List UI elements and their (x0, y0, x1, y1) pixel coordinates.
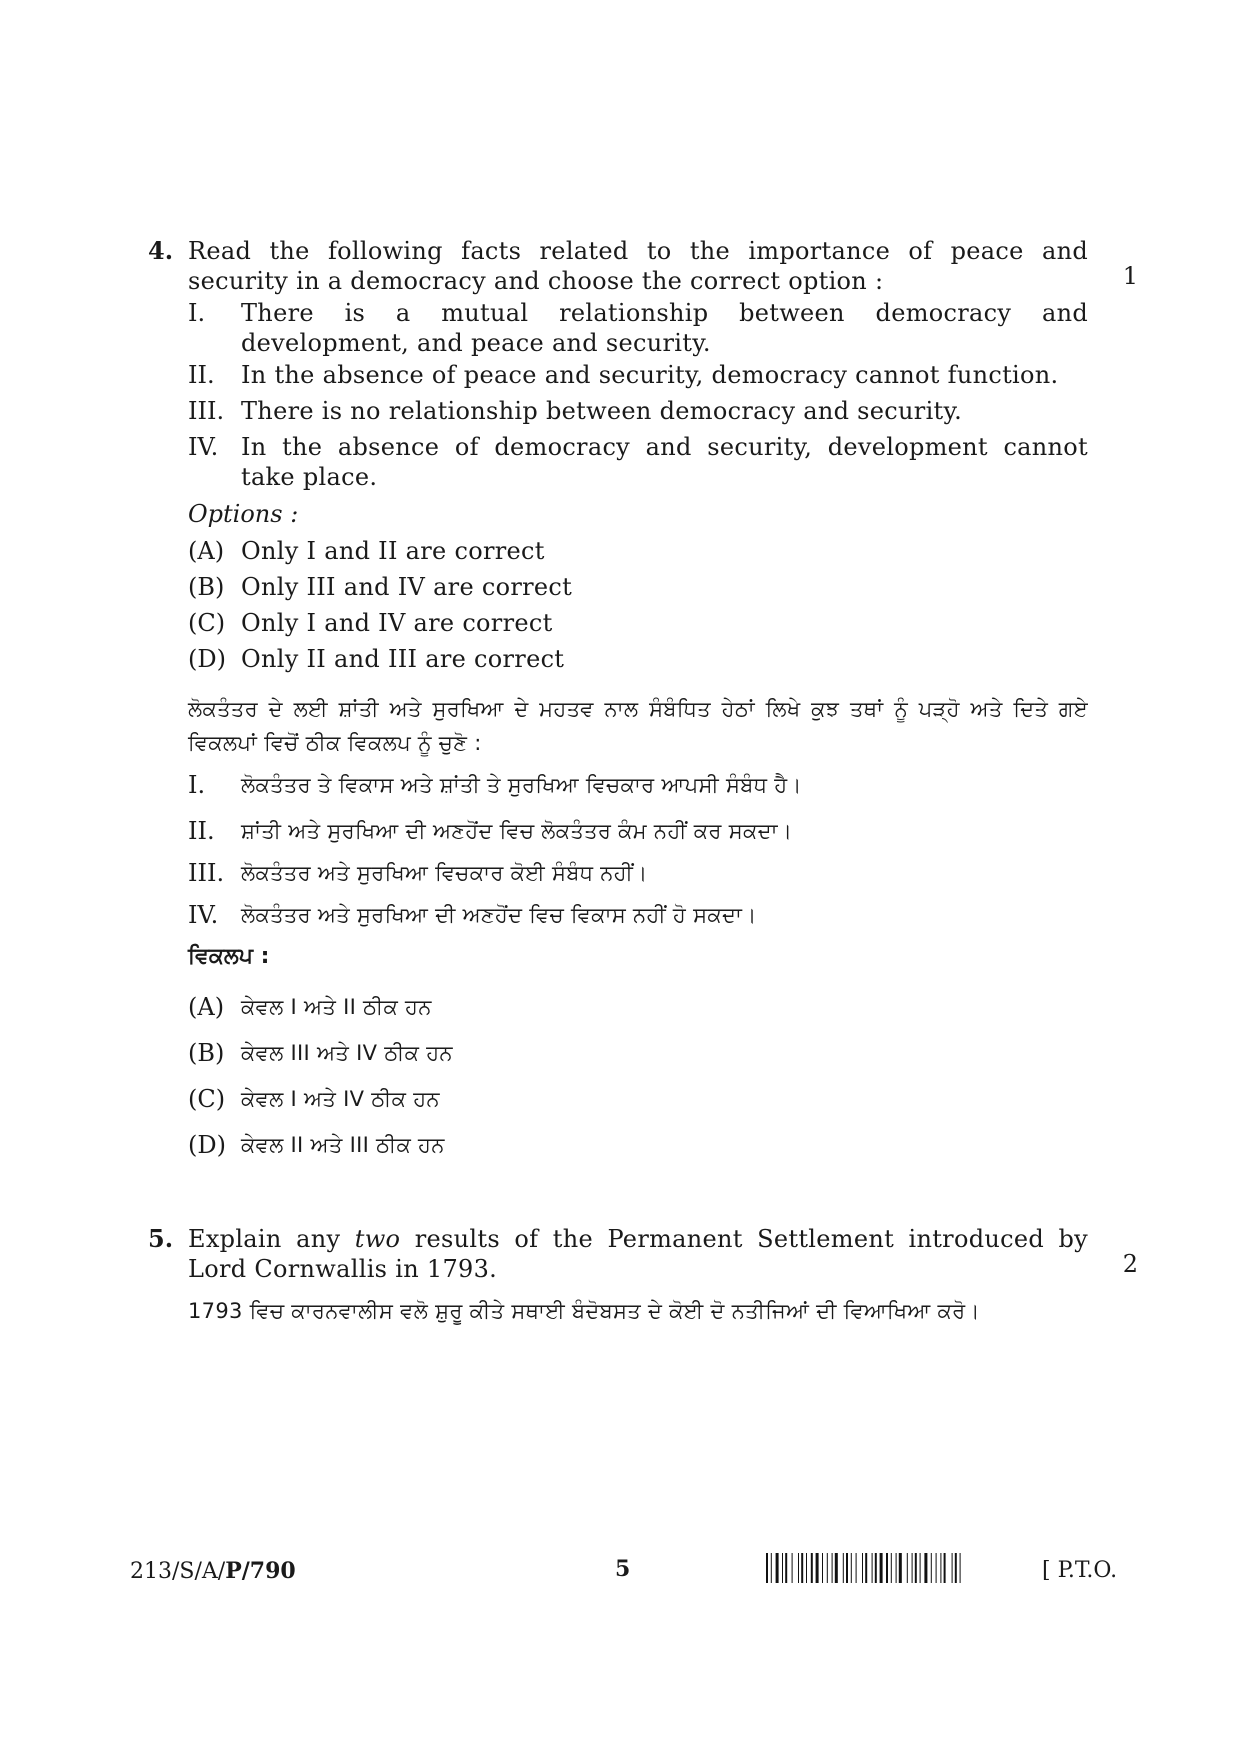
option-label: (D) (188, 1131, 226, 1159)
option-label: (B) (188, 573, 225, 601)
statement-text: ਲੋਕਤੰਤਰ ਅਤੇ ਸੁਰਖਿਆ ਦੀ ਅਣਹੋਂਦ ਵਿਚ ਵਿਕਾਸ ਨਹੀਂ ਹੋ ਸਕਦਾ। (241, 903, 757, 927)
question-text-part: results of the Permanent Settlement introduced by Lord Cornwallis in 1793. (188, 1225, 1088, 1283)
page-number: 5 (615, 1556, 631, 1582)
statement-label: IV. (188, 901, 219, 929)
option-label: (D) (188, 645, 226, 673)
statement-label: I. (188, 299, 206, 327)
statement-label: IV. (188, 433, 219, 461)
option-label: (A) (188, 993, 225, 1021)
options-heading: ਵਿਕਲਪ : (188, 944, 270, 969)
barcode-icon (766, 1553, 1030, 1583)
question-text-part: Explain any (188, 1225, 355, 1253)
paper-code-set: P/790 (225, 1558, 296, 1584)
option-text: ਕੇਵਲ III ਅਤੇ IV ਠੀਕ ਹਨ (241, 1041, 453, 1065)
option-text: Only II and III are correct (241, 645, 565, 673)
statement-text: ਲੋਕਤੰਤਰ ਤੇ ਵਿਕਾਸ ਅਤੇ ਸ਼ਾਂਤੀ ਤੇ ਸੁਰਖਿਆ ਵਿਚਕਾਰ ਆਪਸੀ ਸੰਬੰਧ ਹੈ। (241, 773, 802, 797)
statement-text: ਸ਼ਾਂਤੀ ਅਤੇ ਸੁਰਖਿਆ ਦੀ ਅਣਹੋਂਦ ਵਿਚ ਲੋਕਤੰਤਰ ਕੰਮ ਨਹੀਂ ਕਰ ਸਕਦਾ। (241, 819, 793, 843)
statement-text: There is no relationship between democracy and security. (241, 397, 963, 425)
statement-label: III. (188, 859, 225, 887)
punjabi-question-text: ਲੋਕਤੰਤਰ ਦੇ ਲਈ ਸ਼ਾਂਤੀ ਅਤੇ ਸੁਰਖਿਆ ਦੇ ਮਹਤਵ ਨਾਲ ਸੰਬੰਧਿਤ ਹੇਠਾਂ ਲਿਖੇ ਕੁਝ ਤਥਾਂ ਨੂੰ ਪੜ੍ਹੋ ਅਤੇ ਦਿਤੇ ਗਏ ਵਿਕਲਪਾਂ ਵਿਚੋਂ ਠੀਕ ਵਿਕਲਪ ਨੂੰ ਚੁਣੋ : (188, 697, 1088, 755)
question-number: 4. (148, 236, 174, 265)
question-number: 5. (148, 1224, 174, 1253)
punjabi-question-text: 1793 ਵਿਚ ਕਾਰਨਵਾਲੀਸ ਵਲੋ ਸ਼ੁਰੂ ਕੀਤੇ ਸਥਾਈ ਬੰਦੋਬਸਤ ਦੇ ਕੋਈ ਦੋ ਨਤੀਜਿਆਂ ਦੀ ਵਿਆਖਿਆ ਕਰੋ। (188, 1299, 980, 1323)
option-text: Only I and IV are correct (241, 609, 553, 637)
paper-code (130, 1558, 296, 1584)
question-text (188, 1224, 1088, 1284)
marks: 2 (1122, 1250, 1138, 1278)
statement-label: II. (188, 361, 215, 389)
option-label: (C) (188, 1085, 226, 1113)
statement-label: II. (188, 817, 215, 845)
question-text: Read the following facts related to the importance of peace and security in a democracy and choose the correct option : (188, 237, 1088, 295)
statement-text: In the absence of democracy and security, development cannot take place. (241, 433, 1088, 491)
option-text: ਕੇਵਲ I ਅਤੇ II ਠੀਕ ਹਨ (241, 995, 432, 1019)
option-text: ਕੇਵਲ I ਅਤੇ IV ਠੀਕ ਹਨ (241, 1087, 440, 1111)
statement-label: I. (188, 771, 206, 799)
option-label: (B) (188, 1039, 225, 1067)
statement-text: There is a mutual relationship between democracy and development, and peace and security. (241, 299, 1088, 357)
statement-label: III. (188, 397, 225, 425)
question-text-emphasis: two (354, 1225, 401, 1253)
statement-text: In the absence of peace and security, democracy cannot function. (241, 361, 1059, 389)
option-text: ਕੇਵਲ II ਅਤੇ III ਠੀਕ ਹਨ (241, 1133, 445, 1157)
option-label: (C) (188, 609, 226, 637)
options-heading: Options : (188, 500, 299, 528)
option-text: Only I and II are correct (241, 537, 545, 565)
option-text: Only III and IV are correct (241, 573, 573, 601)
statement-text: ਲੋਕਤੰਤਰ ਅਤੇ ਸੁਰਖਿਆ ਵਿਚਕਾਰ ਕੋਈ ਸੰਬੰਧ ਨਹੀਂ। (241, 861, 648, 885)
paper-code-prefix: 213/S/A/ (130, 1559, 226, 1584)
option-label: (A) (188, 537, 225, 565)
marks: 1 (1122, 262, 1138, 290)
pto-label: [ P.T.O. (1042, 1558, 1118, 1583)
